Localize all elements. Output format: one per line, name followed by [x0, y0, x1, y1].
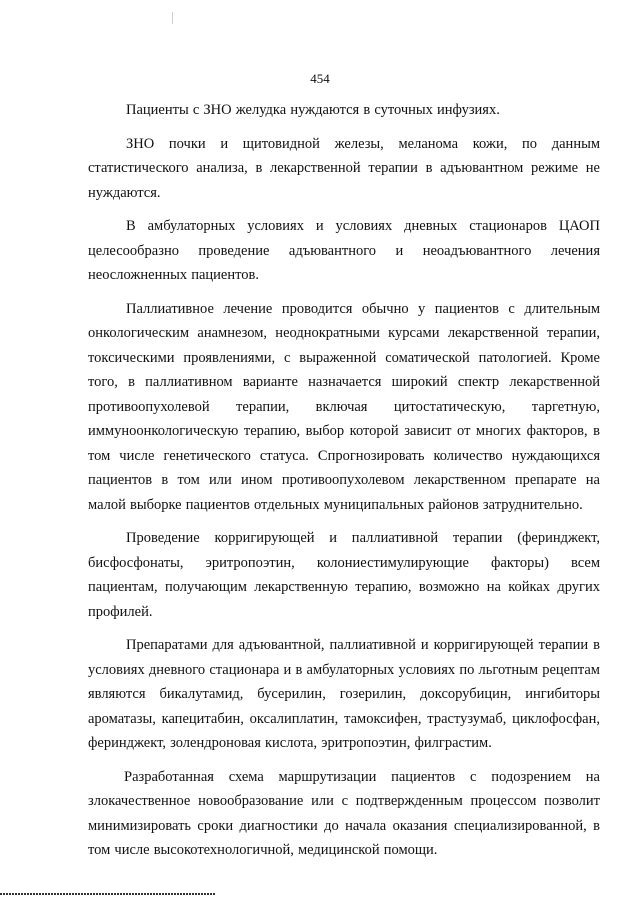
paragraph-4: Паллиативное лечение проводится обычно у пациентов с длительным онкологическим анамнезом, неоднократными курсами лекарственной терапии, токсическими проявлениями, с выраженной соматической патологией. Кроме того, в паллиативном варианте назначается широкий спектр лекарственной противоопухолевой терапии, включая цитостатическую, таргетную, иммуноонкологическую терапию, выбор которой зависит от многих факторов, в том числе генетического статуса. Спрогнозировать количество нуждающихся пациентов в том или ином противоопухолевом лекарственном препарате на малой выборке пациентов отдельных муниципальных районов затруднительно.	[88, 300, 600, 513]
document-body	[88, 98, 600, 872]
paragraph-6: Препаратами для адъювантной, паллиативной и корригирующей терапии в условиях дневного стационара и в амбулаторных условиях по льготным рецептам являются бикалутамид, бусерилин, гозерилин, доксорубицин, ингибиторы ароматазы, капецитабин, оксалиплатин, тамоксифен, трастузумаб, циклофосфан, феринджект, золендроновая кислота, эритропоэтин, филграстим.	[88, 637, 600, 751]
scan-artifact-bottom	[0, 893, 215, 895]
paragraph-2: ЗНО почки и щитовидной железы, меланома кожи, по данным статистического анализа, в лекарственной терапии в адъювантном режиме не нуждаются.	[88, 135, 600, 201]
paragraph-5: Проведение корригирующей и паллиативной терапии (феринджект, бисфосфонаты, эритропоэтин, колониестимулирующие факторы) всем пациентам, получающим лекарственную терапию, возможно на койках других профилей.	[88, 530, 600, 620]
paragraph-3: В амбулаторных условиях и условиях дневных стационаров ЦАОП целесообразно проведение адъювантного и неоадъювантного лечения неосложненных пациентов.	[88, 218, 600, 283]
page-number: 454	[310, 71, 330, 86]
paragraph-7: Разработанная схема маршрутизации пациентов с подозрением на злокачественное новообразование или с подтвержденным процессом позволит минимизировать сроки диагностики до начала оказания специализированной, в том числе высокотехнологичной, медицинской помощи.	[88, 768, 600, 858]
paragraph-1: Пациенты с ЗНО желудка нуждаются в суточных инфузиях.	[126, 102, 500, 118]
scan-artifact-top	[172, 12, 173, 24]
